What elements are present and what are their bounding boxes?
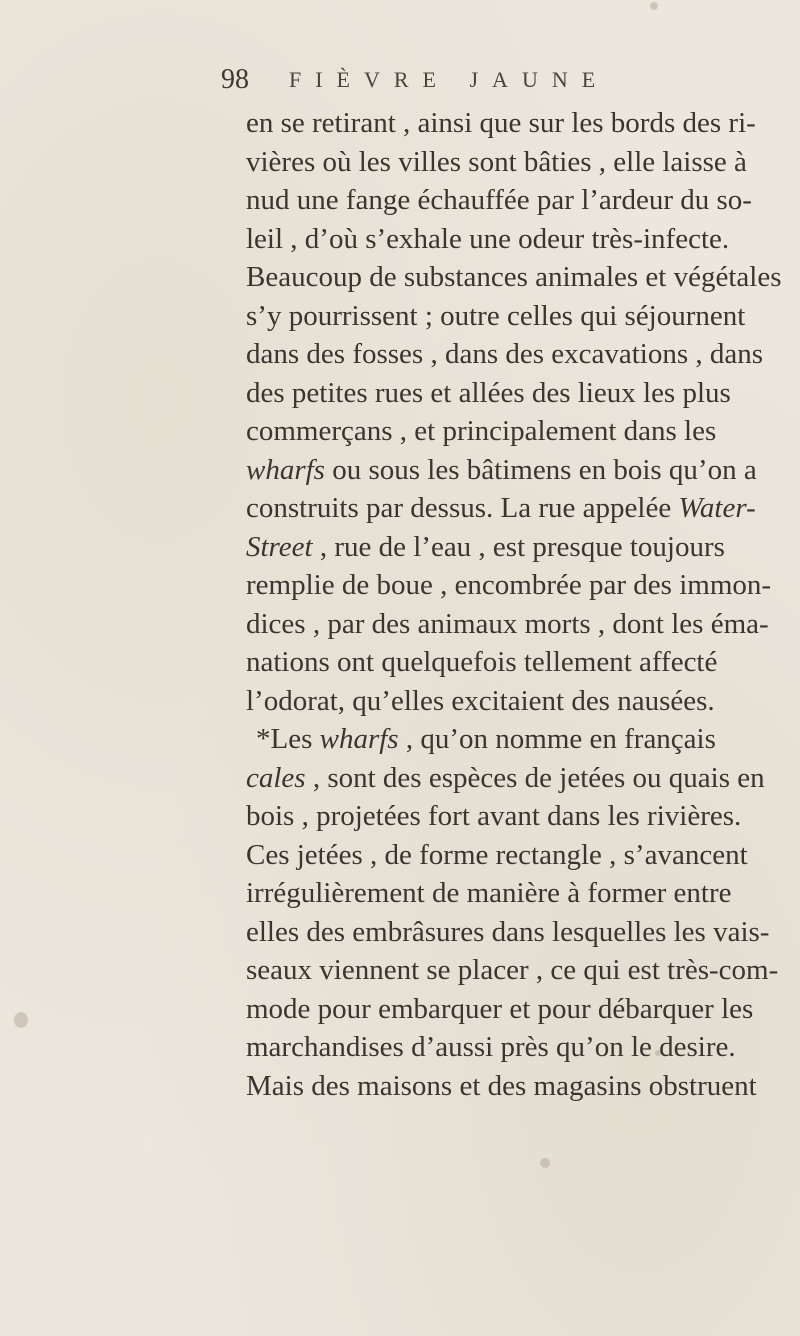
text-run: nud une fange échauffée par l’ardeur du so-	[246, 184, 752, 216]
italic-term: Street	[246, 530, 313, 563]
text-run: bois , projetées fort avant dans les rivières.	[246, 800, 742, 832]
text-run: l’odorat, qu’elles excitaient des nausées.	[246, 684, 715, 717]
text-run: vières où les villes sont bâties , elle laisse à	[246, 145, 747, 178]
text-line	[246, 566, 772, 605]
text-run: dices , par des animaux morts , dont les éma-	[246, 607, 769, 640]
text-run: s’y pourrissent ; outre celles qui séjournent	[246, 299, 746, 332]
text-run: seaux viennent se placer , ce qui est très-com-	[246, 954, 779, 986]
text-line	[246, 181, 752, 220]
text-run: mode pour embarquer et pour débarquer les	[246, 992, 754, 1025]
text-line	[246, 528, 725, 567]
text-run: irrégulièrement de manière à former entre	[246, 877, 732, 909]
text-run: marchandises d’aussi près qu’on le desire.	[246, 1031, 736, 1063]
text-run: leil , d’où s’exhale une odeur très-infecte.	[246, 222, 730, 255]
text-line	[246, 836, 748, 875]
italic-term: Water-	[678, 492, 756, 524]
text-line	[246, 990, 754, 1029]
running-title: FIÈVRE JAUNE	[289, 67, 610, 92]
italic-term: cales	[246, 761, 306, 794]
text-run: nations ont quelquefois tellement affecté	[246, 646, 718, 678]
page-number: 98	[221, 64, 249, 95]
text-run: en se retirant , ainsi que sur les bords des ri-	[246, 107, 756, 139]
text-line	[246, 605, 769, 644]
body-text	[246, 104, 782, 1105]
text-run: remplie de boue , encombrée par des immon-	[246, 569, 772, 601]
text-run: Ces jetées , de forme rectangle , s’avancent	[246, 838, 748, 871]
text-run: , sont des espèces de jetées ou quais en	[305, 761, 765, 794]
text-line	[246, 220, 730, 259]
text-run: commerçans , et principalement dans les	[246, 415, 717, 447]
text-run: construits par dessus. La rue appelée	[246, 492, 679, 524]
text-run: Beaucoup de substances animales et végétales	[246, 261, 782, 293]
text-line	[246, 451, 757, 490]
text-run: dans des fosses , dans des excavations , dans	[246, 338, 764, 370]
text-line	[246, 489, 756, 528]
text-line	[246, 1028, 736, 1067]
text-line	[246, 143, 747, 182]
page-header	[221, 60, 691, 100]
text-line	[246, 335, 764, 374]
text-run: ou sous les bâtimens en bois qu’on a	[324, 453, 757, 486]
italic-term: wharfs	[246, 453, 325, 486]
text-line	[246, 258, 782, 297]
text-line	[246, 797, 742, 836]
paper-stain	[14, 1012, 28, 1028]
text-run: , qu’on nomme en français	[398, 723, 716, 755]
text-line	[246, 374, 731, 413]
paper-stain	[540, 1158, 550, 1168]
text-line	[246, 874, 732, 913]
paper-stain	[650, 2, 658, 10]
italic-term: wharfs	[319, 723, 399, 755]
text-run: *Les	[256, 723, 320, 755]
text-run: Mais des maisons et des magasins obstruent	[246, 1069, 757, 1102]
text-line	[246, 643, 718, 682]
text-line	[246, 951, 779, 990]
text-line	[246, 297, 746, 336]
text-line	[246, 412, 717, 451]
text-line	[246, 720, 716, 759]
text-run: , rue de l’eau , est presque toujours	[312, 530, 725, 563]
text-line	[246, 104, 756, 143]
text-run: des petites rues et allées des lieux les plus	[246, 376, 731, 409]
text-run: elles des embrâsures dans lesquelles les vais-	[246, 915, 770, 948]
text-line	[246, 913, 770, 952]
text-line	[246, 1067, 757, 1106]
text-line	[246, 682, 715, 721]
text-line	[246, 759, 765, 798]
